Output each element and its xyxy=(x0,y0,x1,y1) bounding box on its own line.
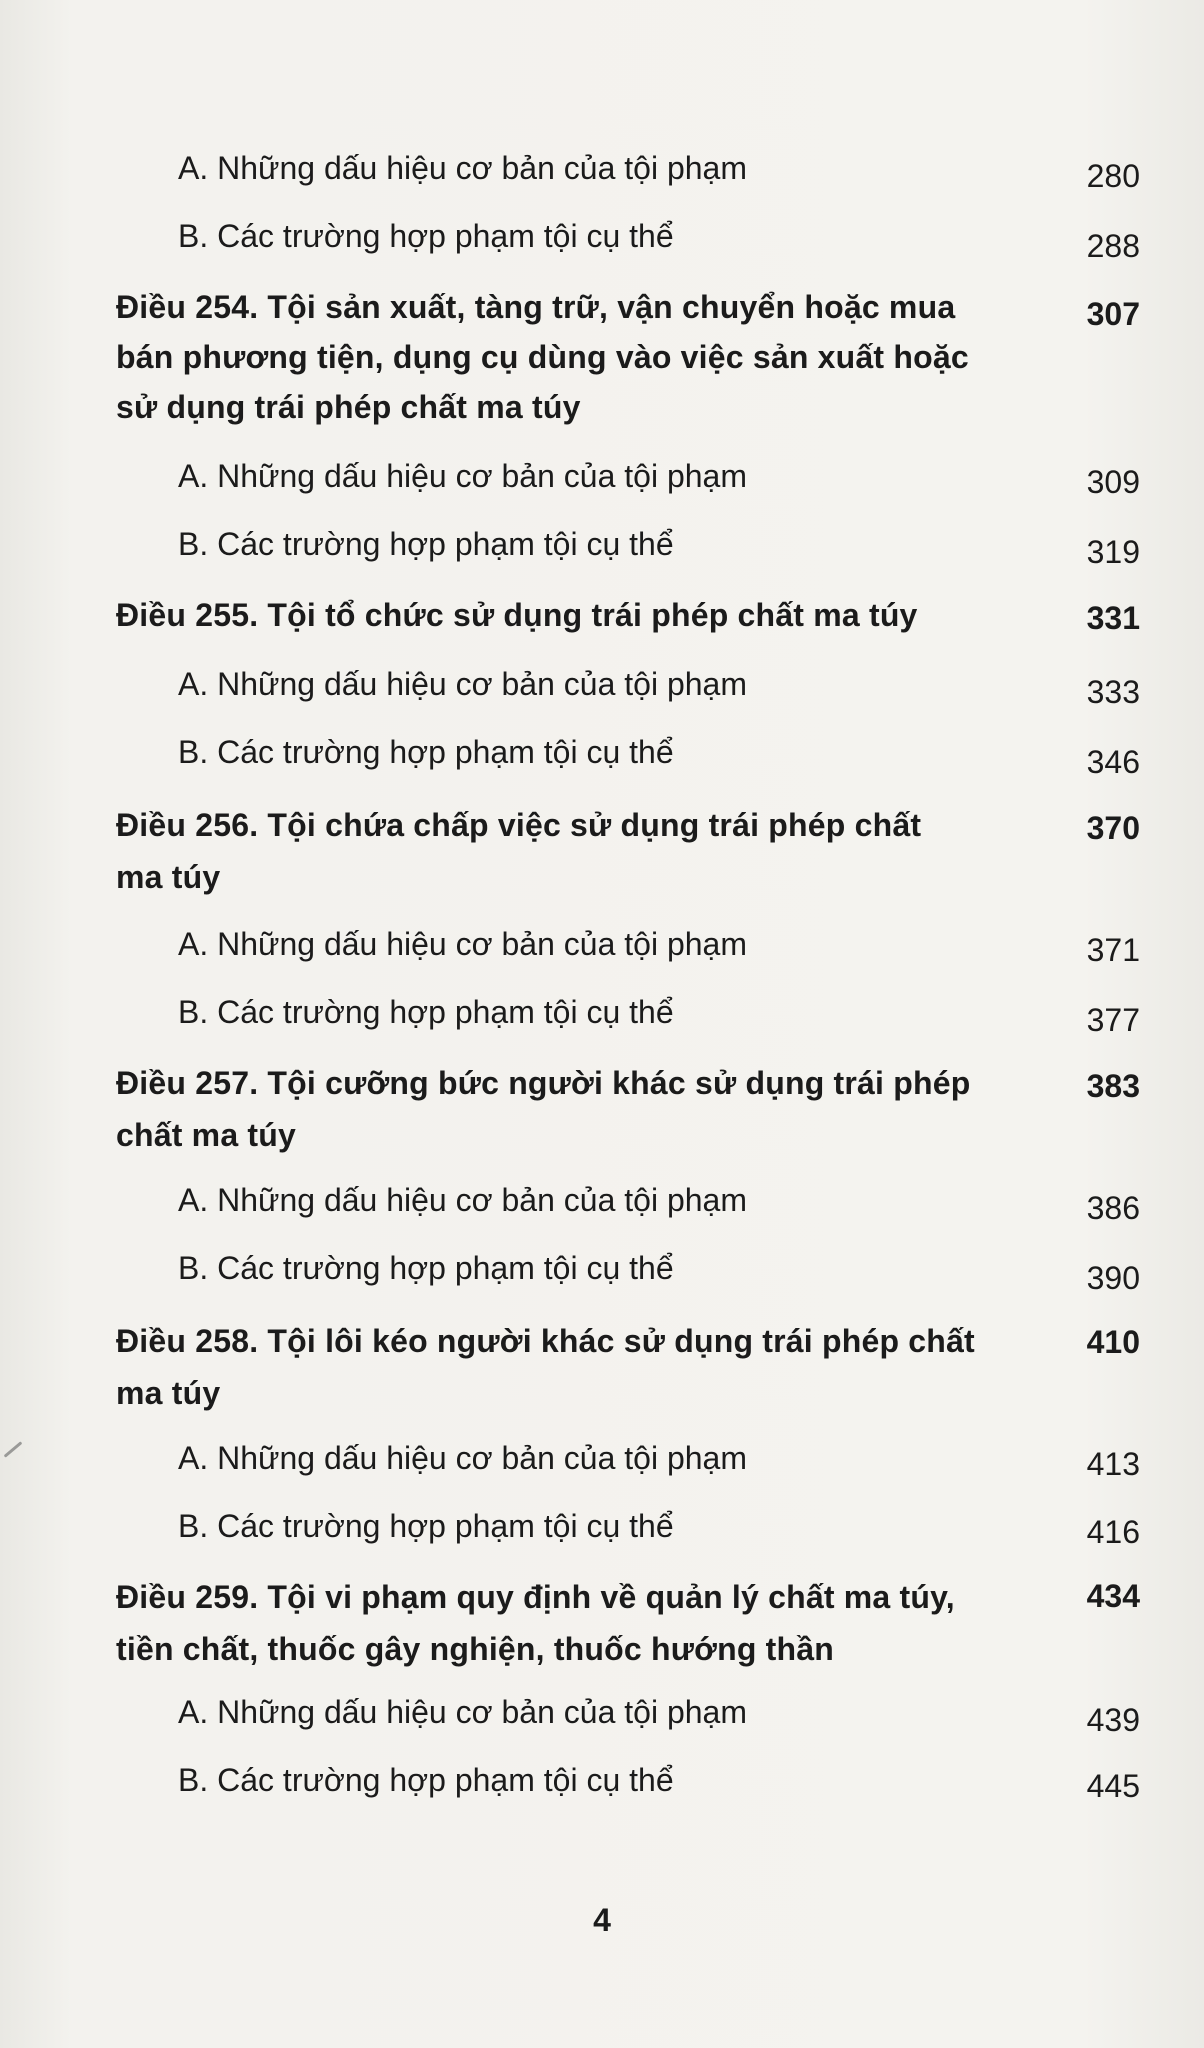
toc-page-number: 307 xyxy=(1086,296,1140,332)
toc-page-number: 410 xyxy=(1086,1324,1140,1360)
scan-mark xyxy=(4,1441,23,1457)
article-title-line: ma túy xyxy=(116,1375,221,1411)
toc-page-number: 331 xyxy=(1086,600,1140,636)
article-title-line: Điều 257. Tội cưỡng bức người khác sử dụng trái phép xyxy=(116,1065,971,1101)
article-title-line: Điều 255. Tội tổ chức sử dụng trái phép chất ma túy xyxy=(116,597,918,633)
toc-entry-label: A. Những dấu hiệu cơ bản của tội phạm xyxy=(178,1694,747,1730)
toc-page-number: 390 xyxy=(1086,1260,1140,1296)
toc-page-number: 386 xyxy=(1086,1190,1140,1226)
toc-entry-label: A. Những dấu hiệu cơ bản của tội phạm xyxy=(178,926,747,962)
toc-entry-label: B. Các trường hợp phạm tội cụ thể xyxy=(178,1762,674,1798)
toc-page-number: 309 xyxy=(1086,464,1140,500)
toc-page-number: 333 xyxy=(1086,674,1140,710)
toc-page-number: 371 xyxy=(1086,932,1140,968)
toc-page-number: 413 xyxy=(1086,1446,1140,1482)
toc-page-number: 416 xyxy=(1086,1514,1140,1550)
toc-page-number: 346 xyxy=(1086,744,1140,780)
article-title-line: tiền chất, thuốc gây nghiện, thuốc hướng thần xyxy=(116,1631,835,1667)
page-number: 4 xyxy=(593,1902,611,1938)
toc-page-number: 383 xyxy=(1086,1068,1140,1104)
toc-entry-label: A. Những dấu hiệu cơ bản của tội phạm xyxy=(178,458,747,494)
toc-entry-label: A. Những dấu hiệu cơ bản của tội phạm xyxy=(178,1440,747,1476)
toc-entry-label: B. Các trường hợp phạm tội cụ thể xyxy=(178,526,674,562)
article-title-line: Điều 254. Tội sản xuất, tàng trữ, vận chuyển hoặc mua xyxy=(116,289,956,325)
toc-entry-label: B. Các trường hợp phạm tội cụ thể xyxy=(178,994,674,1030)
toc-page-number: 377 xyxy=(1086,1002,1140,1038)
article-title-line: ma túy xyxy=(116,859,221,895)
toc-entry-label: A. Những dấu hiệu cơ bản của tội phạm xyxy=(178,666,747,702)
toc-entry-label: B. Các trường hợp phạm tội cụ thể xyxy=(178,1508,674,1544)
toc-page-number: 280 xyxy=(1086,158,1140,194)
article-title-line: Điều 258. Tội lôi kéo người khác sử dụng trái phép chất xyxy=(116,1323,975,1359)
article-title-line: Điều 256. Tội chứa chấp việc sử dụng trái phép chất xyxy=(116,807,922,843)
article-title-line: Điều 259. Tội vi phạm quy định về quản lý chất ma túy, xyxy=(116,1579,955,1615)
toc-page-number: 434 xyxy=(1086,1578,1140,1614)
toc-page-number: 370 xyxy=(1086,810,1140,846)
toc-page-number: 288 xyxy=(1086,228,1140,264)
toc-entry-label: A. Những dấu hiệu cơ bản của tội phạm xyxy=(178,150,747,186)
article-title-line: sử dụng trái phép chất ma túy xyxy=(116,389,581,425)
toc-entry-label: B. Các trường hợp phạm tội cụ thể xyxy=(178,1250,674,1286)
toc-entry-label: A. Những dấu hiệu cơ bản của tội phạm xyxy=(178,1182,747,1218)
toc-entry-label: B. Các trường hợp phạm tội cụ thể xyxy=(178,218,674,254)
toc-page-number: 439 xyxy=(1086,1702,1140,1738)
article-title-line: bán phương tiện, dụng cụ dùng vào việc sản xuất hoặc xyxy=(116,339,969,375)
toc-page-number: 319 xyxy=(1086,534,1140,570)
toc-entry-label: B. Các trường hợp phạm tội cụ thể xyxy=(178,734,674,770)
article-title-line: chất ma túy xyxy=(116,1117,297,1153)
toc-page-number: 445 xyxy=(1086,1768,1140,1804)
